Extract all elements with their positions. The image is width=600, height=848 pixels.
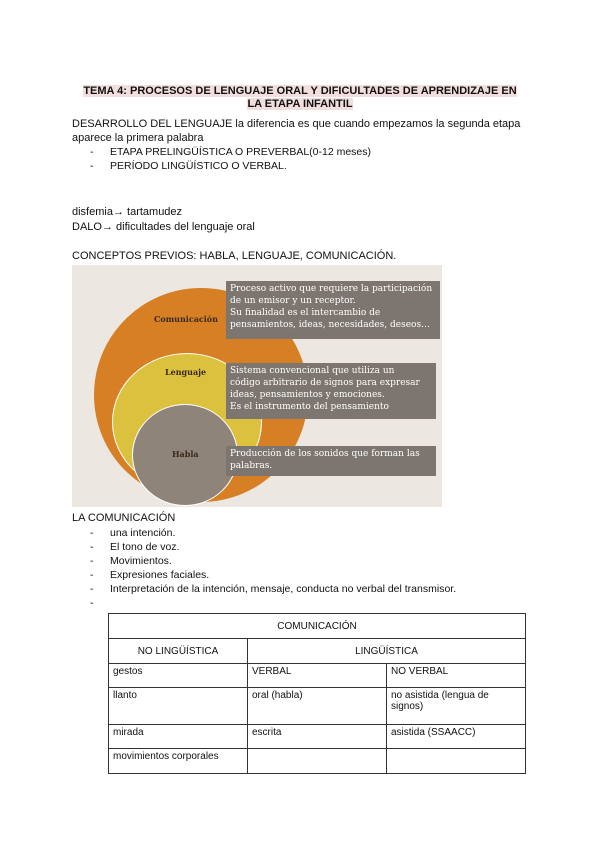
table-row: gestos VERBAL NO VERBAL xyxy=(109,664,526,688)
lenguaje-label: Lenguaje xyxy=(165,367,207,377)
intro-line-1: DESARROLLO DEL LENGUAJE la diferencia es que cuando empezamos la segunda etapa xyxy=(72,118,521,130)
title-line-1: TEMA 4: PROCESOS DE LENGUAJE ORAL Y DIFICULTADES DE APRENDIZAJE EN xyxy=(83,85,517,97)
concepts-diagram xyxy=(72,265,442,507)
comunicacion-label: Comunicación xyxy=(154,314,218,324)
definition-disfemia: disfemia→ tartamudez xyxy=(72,206,183,218)
list-item: - PERÍODO LINGÜÍSTICO O VERBAL. xyxy=(90,159,371,173)
list-item: - Expresiones faciales. xyxy=(90,568,456,582)
page-title xyxy=(70,85,530,111)
comunicacion-list xyxy=(90,526,456,596)
list-item: - ETAPA PRELINGÜÍSTICA O PREVERBAL(0-12 meses) xyxy=(90,145,371,159)
comunicacion-description: Proceso activo que requiere la participación de un emisor y un receptor. Su finalidad es el intercambio de pensamientos, ideas, necesidades, deseos… xyxy=(226,281,440,339)
list-item: - El tono de voz. xyxy=(90,540,456,554)
table-row: movimientos corporales xyxy=(109,749,526,774)
list-item: - una intención. xyxy=(90,526,456,540)
comunicacion-table xyxy=(108,613,526,774)
comunicacion-heading: LA COMUNICACIÓN xyxy=(72,512,176,524)
definition-dalo: DALO→ dificultades del lenguaje oral xyxy=(72,221,255,233)
table-title: COMUNICACIÓN xyxy=(109,614,526,639)
table-row: llanto oral (habla) no asistida (lengua de signos) xyxy=(109,688,526,725)
habla-label: Habla xyxy=(172,449,199,459)
table-row: mirada escrita asistida (SSAACC) xyxy=(109,725,526,749)
header-linguistica: LINGÜÍSTICA xyxy=(248,639,526,664)
header-no-linguistica: NO LINGÜÍSTICA xyxy=(109,639,248,664)
concepts-heading: CONCEPTOS PREVIOS: HABLA, LENGUAJE, COMUNICACIÓN. xyxy=(72,250,397,262)
intro-line-2: aparece la primera palabra xyxy=(72,132,204,144)
stage-list xyxy=(90,145,371,173)
lenguaje-description: Sistema convencional que utiliza un código arbitrario de signos para expresar ideas, pensamientos y emociones. Es el instrumento del pensamiento xyxy=(226,363,436,419)
list-item: - Interpretación de la intención, mensaje, conducta no verbal del transmisor. xyxy=(90,582,456,596)
list-item: - Movimientos. xyxy=(90,554,456,568)
habla-description: Producción de los sonidos que forman las palabras. xyxy=(226,446,436,476)
title-line-2: LA ETAPA INFANTIL xyxy=(247,98,353,110)
